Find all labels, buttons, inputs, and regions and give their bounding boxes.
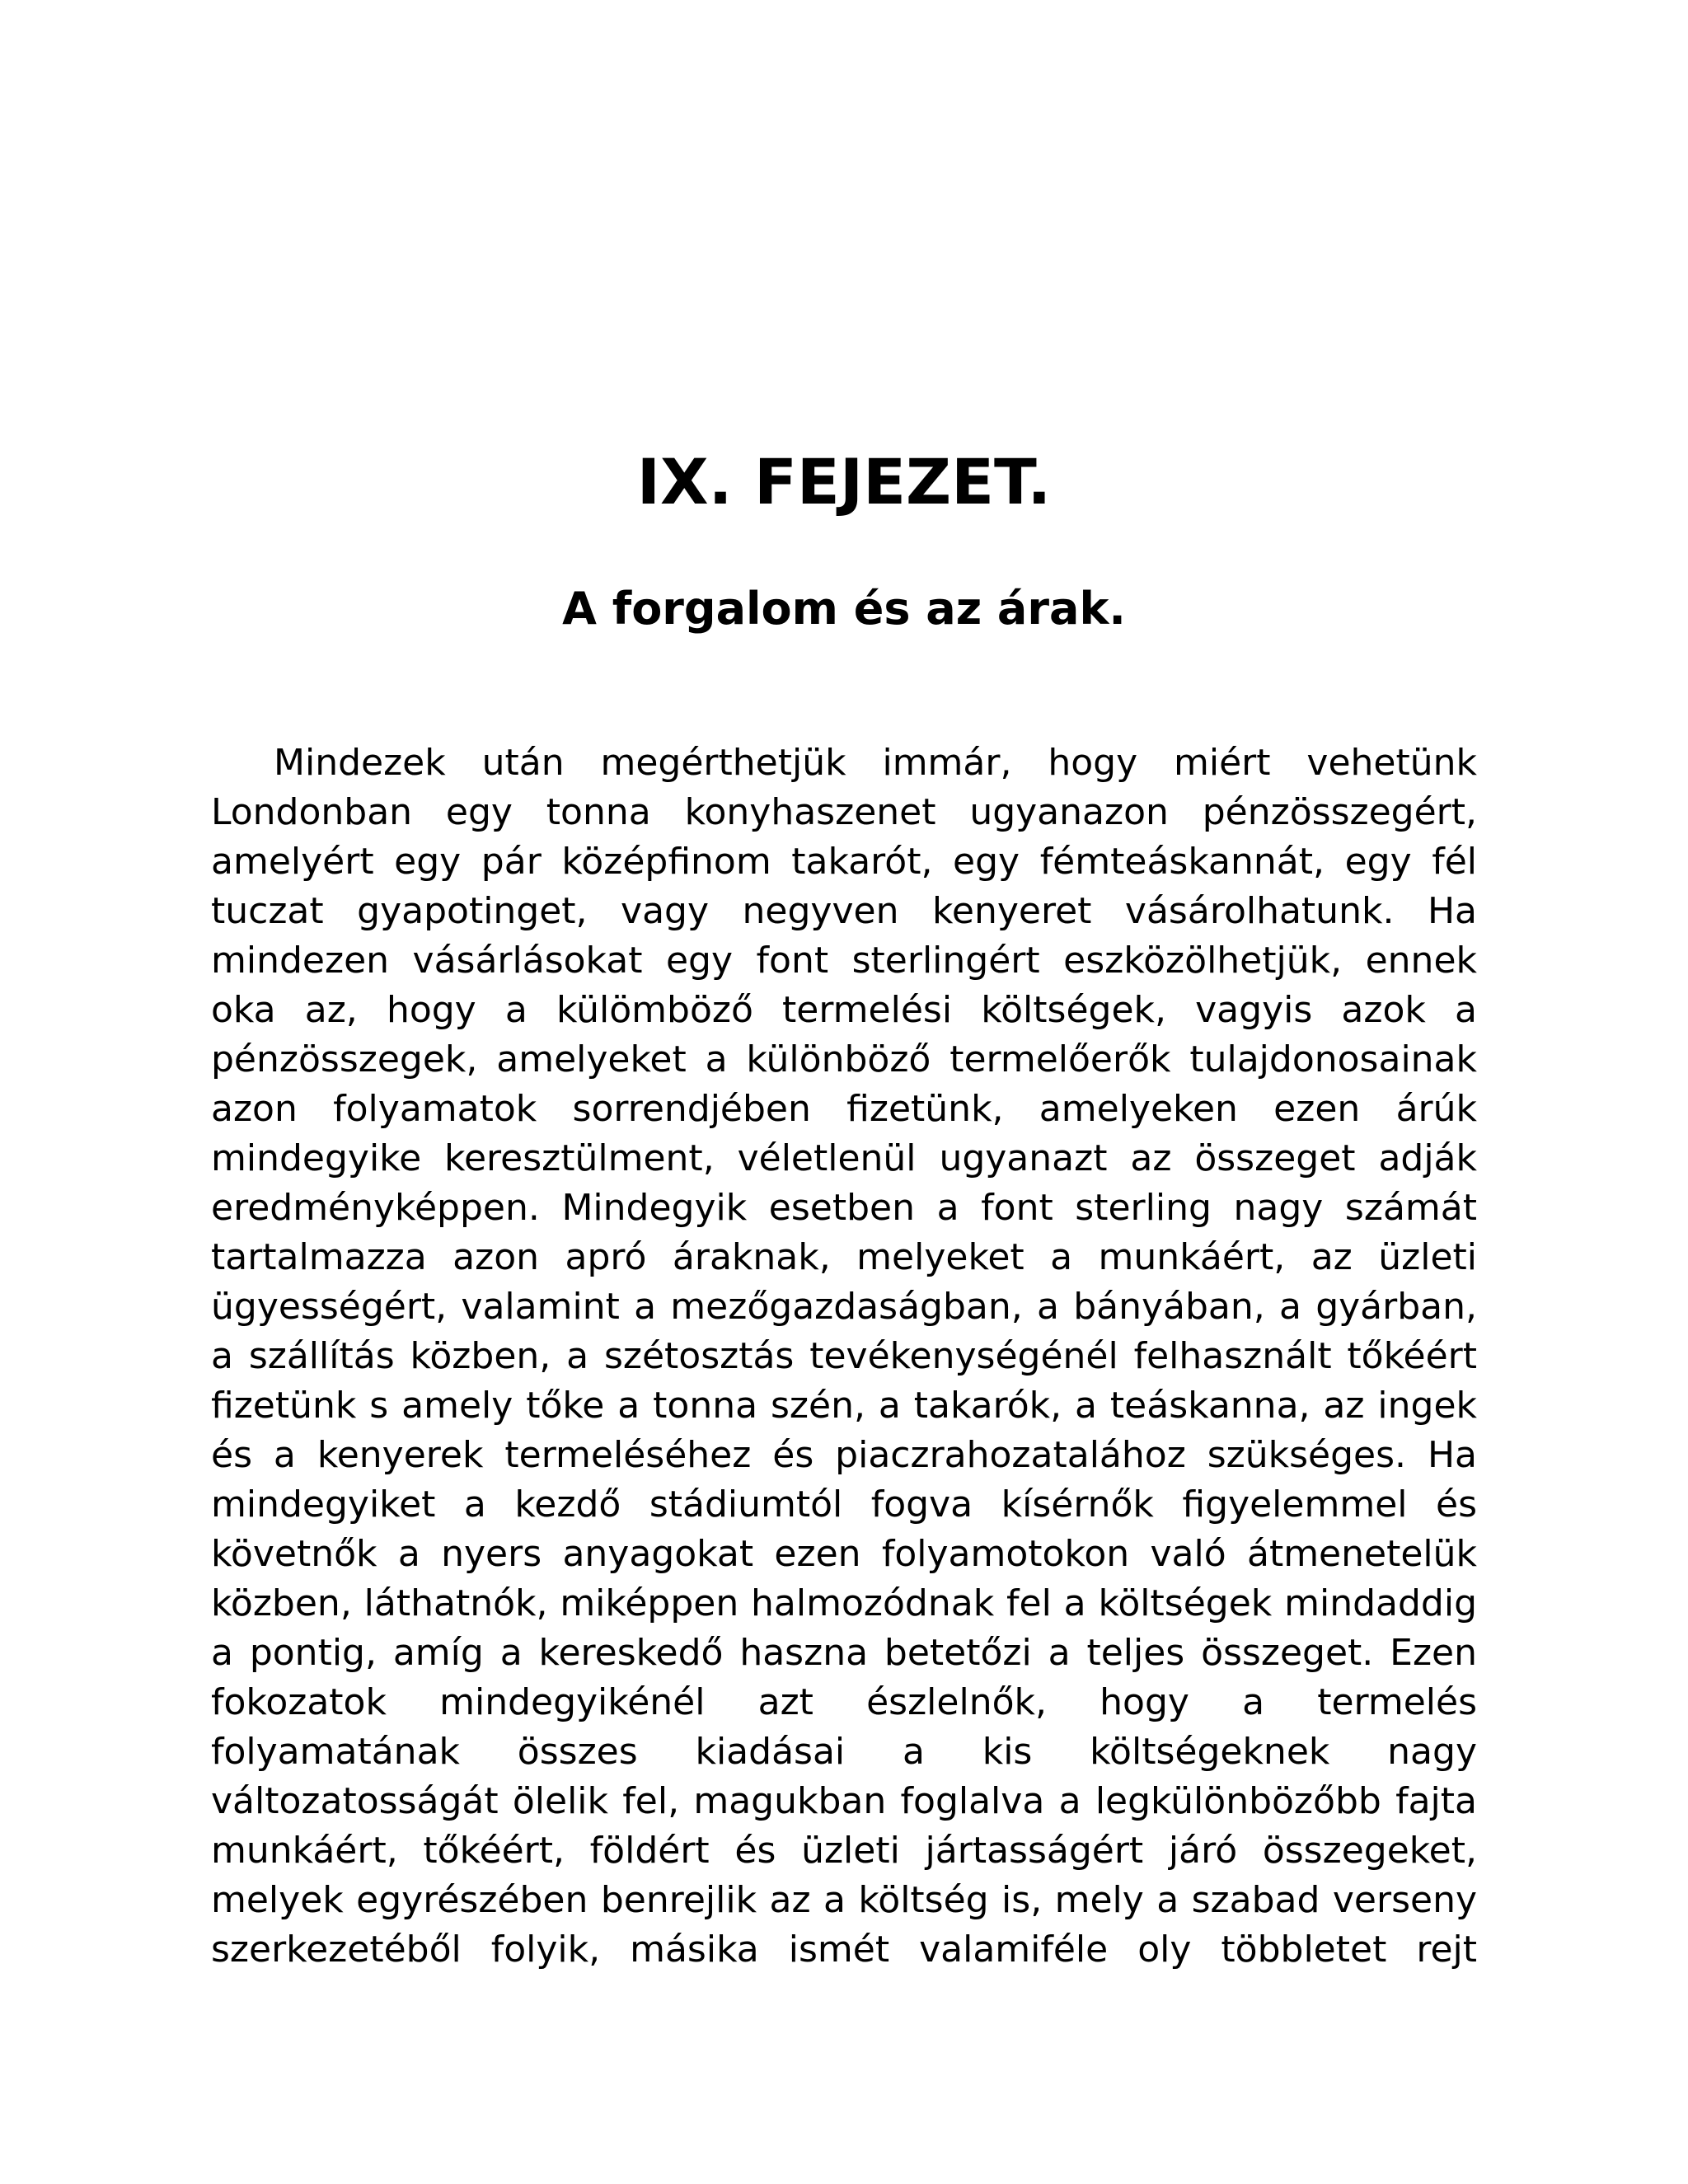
chapter-title: IX. FEJEZET. bbox=[636, 445, 1052, 518]
body-paragraph: Mindezek után megérthetjük immár, hogy miért vehetünk Londonban egy tonna konyhaszenet ugyanazon pénzösszegért, amelyért egy pár középfinom takarót, egy fémteáskannát, egy fél tuczat gyapotinget, vagy negyven kenyeret vásárolhatunk. Ha mindezen vásárlásokat egy font sterlingért eszközölhetjük, ennek oka az, hogy a külömböző termelési költségek, vagyis azok a pénzösszegek, amelyeket a különböző termelőerők tulajdonosainak azon folyamatok sorrendjében fizetünk, amelyeken ezen árúk mindegyike keresztülment, véletlenül ugyanazt az összeget adják eredményképpen. Mindegyik esetben a font sterling nagy számát tartalmazza azon apró áraknak, melyeket a munkáért, az üzleti ügyességért, valamint a mezőgazdaságban, a bányában, a gyárban, a szállítás közben, a szétosztás tevékenységénél felhasznált tőkéért fizetünk s amely tőke a tonna szén, a takarók, a teáskanna, az ingek és a kenyerek termeléséhez és piaczrahozatalához szükséges. Ha mindegyiket a kezdő stádiumtól fogva kísérnők figyelemmel és követnők a nyers anyagokat ezen folyamotokon való átmenetelük közben, láthatnók, miképpen halmozódnak fel a költségek mindaddig a pontig, amíg a kereskedő haszna betetőzi a teljes összeget. Ezen fokozatok mindegyikénél azt észlelnők, hogy a termelés folyamatának összes kiadásai a kis költségeknek nagy változatosságát ölelik fel, magukban foglalva a legkülönbözőbb fajta munkáért, tőkéért, földért és üzleti jártasságért járó összegeket, melyek egyrészében benrejlik az a költség is, mely a szabad verseny szerkezetéből folyik, másika ismét valamiféle oly többletet rejt bbox=[211, 742, 1477, 1971]
chapter-subtitle: A forgalom és az árak. bbox=[562, 583, 1126, 635]
